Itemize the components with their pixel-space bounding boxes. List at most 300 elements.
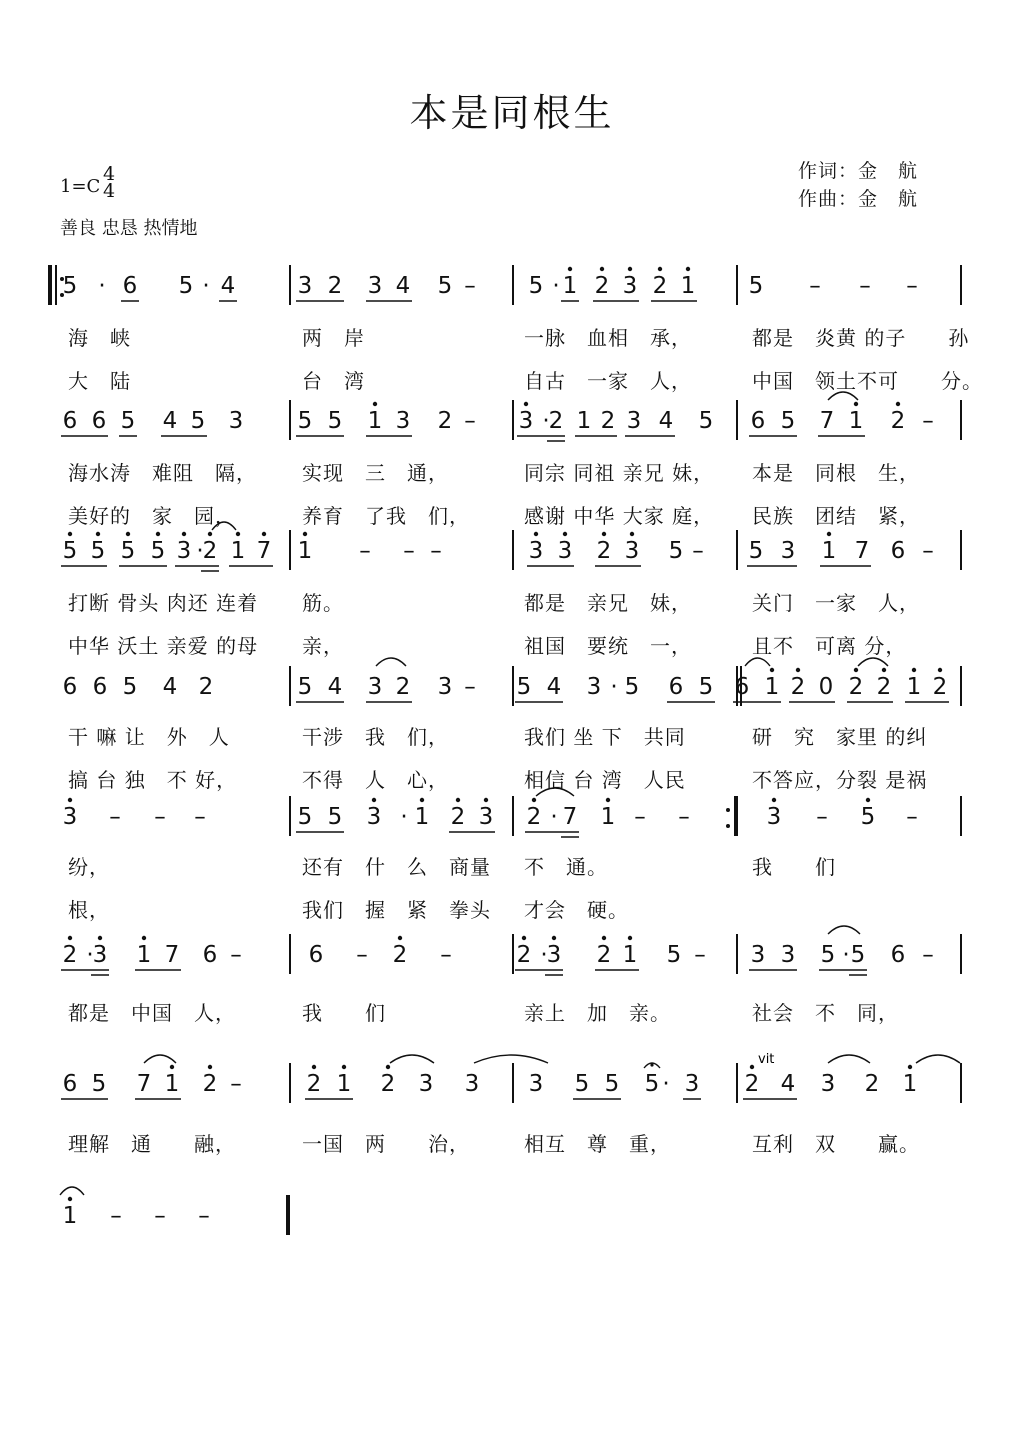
lyric-segment: 亲上 加 亲。 [524,1001,671,1025]
high-octave-dot [68,798,72,802]
jianpu-note: 5 [516,674,532,700]
jianpu-note: 3 [528,538,544,564]
jianpu-note: 3 [626,408,642,434]
jianpu-note: 5 [62,538,78,564]
jianpu-note: 6 [92,674,108,700]
key-signature: 1=C [60,176,101,197]
high-octave-dot [938,668,942,672]
high-octave-dot [126,532,130,536]
jianpu-note: 5 [644,1071,660,1097]
barline [960,666,962,706]
jianpu-note: 3 [395,408,411,434]
barline [960,265,962,305]
jianpu-note: 3 [780,538,796,564]
jianpu-note: 2 [198,674,214,700]
high-octave-dot [628,936,632,940]
lyric-segment: 互利 双 赢。 [752,1132,920,1156]
augmentation-dot: · [98,273,106,299]
jianpu-note: 3 [528,1071,544,1097]
lyric-segment: 理解 通 融， [68,1132,236,1156]
slur [828,926,860,934]
high-octave-dot [386,1065,390,1069]
lyric-segment: 本是 同根 生， [752,461,920,485]
jianpu-note: 3 [478,804,494,830]
barline [289,265,291,305]
jianpu-note: 5 [297,674,313,700]
high-octave-dot [658,267,662,271]
jianpu-note: 4 [220,273,236,299]
augmentation-dot: · [86,942,94,968]
dash-extension: – [692,538,704,564]
lyric-segment: 相信 台 湾 人民 [524,768,686,792]
lyric-segment: 一国 两 治， [302,1132,470,1156]
lyric-segment: 根， [68,898,110,922]
dash-extension: – [922,538,934,564]
jianpu-note: 1 [136,942,152,968]
jianpu-note: 5 [62,273,78,299]
jianpu-note: 5 [120,408,136,434]
high-octave-dot [532,798,536,802]
dash-extension: – [922,408,934,434]
dash-extension: – [922,942,934,968]
barline [736,934,738,974]
jianpu-note: 3 [780,942,796,968]
high-octave-dot [156,532,160,536]
jianpu-note: 4 [162,674,178,700]
jianpu-note: 3 [62,804,78,830]
dash-extension: – [403,538,415,564]
jianpu-note: 4 [395,273,411,299]
jianpu-note: 3 [176,538,192,564]
barline [289,934,291,974]
high-octave-dot [456,798,460,802]
high-octave-dot [372,798,376,802]
lyric-segment: 美好的 家 园， [68,504,236,528]
high-octave-dot [96,532,100,536]
lyric-segment: 我 们 [302,1001,386,1025]
high-octave-dot [522,936,526,940]
dash-extension: – [154,804,166,830]
jianpu-note: 5 [327,408,343,434]
composer-credit: 作曲：金 航 [798,188,919,210]
jianpu-note: 2 [526,804,542,830]
jianpu-note: 0 [818,674,834,700]
jianpu-note: 3 [92,942,108,968]
jianpu-note: 7 [562,804,578,830]
jianpu-note: 4 [780,1071,796,1097]
dash-extension: – [906,804,918,830]
augmentation-dot: · [550,804,558,830]
jianpu-note: 1 [297,538,313,564]
dash-extension: – [816,804,828,830]
dash-extension: – [230,942,242,968]
lyric-segment: 海 峡 [68,326,131,350]
tempo-marking: 善良 忠恳 热情地 [60,218,198,239]
barline [512,796,514,836]
jianpu-note: 3 [518,408,534,434]
jianpu-note: 5 [150,538,166,564]
high-octave-dot [912,668,916,672]
jianpu-note: 2 [596,942,612,968]
high-octave-dot [208,1065,212,1069]
dash-extension: – [154,1203,166,1229]
jianpu-note: 6 [668,674,684,700]
jianpu-note: 6 [890,942,906,968]
jianpu-note: 2 [864,1071,880,1097]
dash-extension: – [359,538,371,564]
jianpu-note: 3 [622,273,638,299]
augmentation-dot: · [610,674,618,700]
high-octave-dot [398,936,402,940]
barline [736,1063,738,1103]
jianpu-note: 5 [297,804,313,830]
lyric-segment: 我们 握 紧 拳头 [302,898,491,922]
high-octave-dot [568,267,572,271]
slur [858,658,888,666]
lyric-segment: 一脉 血相 承， [524,326,692,350]
barline [736,530,738,570]
high-octave-dot [534,532,538,536]
slur [60,1187,84,1195]
high-octave-dot [98,936,102,940]
high-octave-dot [866,798,870,802]
lyric-segment: 中华 沃土 亲爱 的母 [68,634,259,658]
barline [289,400,291,440]
lyric-segment: 社会 不 同， [752,1001,899,1025]
jianpu-note: 2 [790,674,806,700]
high-octave-dot [170,1065,174,1069]
lyric-segment: 搞 台 独 不 好， [68,768,238,792]
jianpu-note: 1 [562,273,578,299]
barline [289,796,291,836]
dash-extension: – [230,1071,242,1097]
slur [390,1055,434,1063]
dash-extension: – [694,942,706,968]
repeat-dot [726,808,730,812]
jianpu-note: 3 [366,804,382,830]
jianpu-note: 2 [932,674,948,700]
high-octave-dot [882,668,886,672]
barline [289,530,291,570]
dash-extension: – [109,804,121,830]
dash-extension: – [198,1203,210,1229]
slur [828,1055,870,1063]
jianpu-note: 1 [902,1071,918,1097]
jianpu-note: 5 [748,273,764,299]
barline [736,400,738,440]
jianpu-note: 5 [190,408,206,434]
jianpu-note: 5 [122,674,138,700]
lyric-segment: 都是 中国 人， [68,1001,236,1025]
barline [289,666,291,706]
fermata-dot [650,1063,653,1066]
lyric-segment: 自古 一家 人， [524,369,692,393]
jianpu-note: 5 [178,273,194,299]
dash-extension: – [440,942,452,968]
high-octave-dot [68,532,72,536]
jianpu-note: 7 [136,1071,152,1097]
augmentation-dot: · [542,408,550,434]
augmentation-dot: · [400,804,408,830]
high-octave-dot [182,532,186,536]
jianpu-note: 1 [764,674,780,700]
lyric-segment: 纷， [68,855,110,879]
jianpu-note: 5 [698,674,714,700]
high-octave-dot [600,267,604,271]
dash-extension: – [859,273,871,299]
jianpu-note: 2 [890,408,906,434]
time-signature: 4 4 [102,163,116,202]
lyric-segment: 筋。 [302,591,344,615]
lyric-segment: 还有 什 么 商量 [302,855,491,879]
lyric-segment: 且不 可离 分， [752,634,907,658]
fermata [644,1063,660,1068]
jianpu-note: 1 [848,408,864,434]
high-octave-dot [602,532,606,536]
jianpu-note: 2 [306,1071,322,1097]
high-octave-dot [524,402,528,406]
jianpu-note: 2 [744,1071,760,1097]
jianpu-note: 1 [600,804,616,830]
dash-extension: – [464,408,476,434]
jianpu-note: 2 [548,408,564,434]
jianpu-note: 5 [528,273,544,299]
jianpu-note: 5 [748,538,764,564]
lyric-segment: 大 陆 [68,369,131,393]
augmentation-dot: · [196,538,204,564]
jianpu-note: 2 [327,273,343,299]
dash-extension: – [634,804,646,830]
jianpu-note: 5 [604,1071,620,1097]
high-octave-dot [750,1065,754,1069]
final-barline [286,1195,290,1235]
dash-extension: – [809,273,821,299]
jianpu-note: 2 [652,273,668,299]
augmentation-dot: · [662,1071,670,1097]
repeat-start-barline [48,265,52,305]
high-octave-dot [606,798,610,802]
jianpu-note: 5 [120,538,136,564]
lyricist-credit: 作词：金 航 [798,160,919,182]
barline [960,530,962,570]
jianpu-note: 5 [820,942,836,968]
jianpu-note: 2 [600,408,616,434]
jianpu-note: 5 [780,408,796,434]
jianpu-note: 2 [848,674,864,700]
jianpu-note: 3 [228,408,244,434]
jianpu-note: 5 [666,942,682,968]
lyric-segment: 实现 三 通， [302,461,449,485]
lyric-segment: 不得 人 心， [302,768,449,792]
slur [916,1055,960,1063]
jianpu-note: 2 [450,804,466,830]
high-octave-dot [68,1197,72,1201]
lyric-segment: 打断 骨头 肉还 连着 [68,591,259,615]
jianpu-note: 1 [414,804,430,830]
barline [512,1063,514,1103]
jianpu-note: 3 [750,942,766,968]
jianpu-note: 6 [734,674,750,700]
jianpu-note: 5 [668,538,684,564]
jianpu-note: 2 [395,674,411,700]
dash-extension: – [678,804,690,830]
jianpu-note: 6 [202,942,218,968]
dash-extension: – [464,273,476,299]
high-octave-dot [796,668,800,672]
lyric-segment: 都是 亲兄 妹， [524,591,692,615]
high-octave-dot [772,798,776,802]
lyric-segment: 同宗 同祖 亲兄 妹， [524,461,715,485]
jianpu-note: 4 [162,408,178,434]
jianpu-note: 1 [230,538,246,564]
vit-mark: vit [758,1052,775,1067]
jianpu-note: 1 [62,1203,78,1229]
lyric-segment: 都是 炎黄 的子 孙 [752,326,970,350]
jianpu-note: 1 [367,408,383,434]
jianpu-note: 1 [622,942,638,968]
jianpu-note: 2 [202,1071,218,1097]
lyric-segment: 不答应，分裂 是祸 [752,768,928,792]
jianpu-note: 1 [906,674,922,700]
dash-extension: – [110,1203,122,1229]
jianpu-note: 1 [821,538,837,564]
lyric-segment: 祖国 要统 一， [524,634,692,658]
slur [376,658,406,666]
barline [512,400,514,440]
high-octave-dot [342,1065,346,1069]
jianpu-note: 3 [766,804,782,830]
lyric-segment: 台 湾 [302,369,365,393]
jianpu-note: 2 [62,942,78,968]
jianpu-note: 3 [624,538,640,564]
jianpu-note: 3 [367,674,383,700]
augmentation-dot: · [552,273,560,299]
augmentation-dot: · [202,273,210,299]
jianpu-note: 3 [546,942,562,968]
lyric-segment: 干涉 我 们， [302,725,449,749]
jianpu-note: 5 [860,804,876,830]
lyric-segment: 我 们 [752,855,836,879]
jianpu-note: 4 [658,408,674,434]
barline [960,1063,962,1103]
jianpu-note: 6 [750,408,766,434]
jianpu-note: 7 [819,408,835,434]
jianpu-note: 4 [546,674,562,700]
lyric-segment: 才会 硬。 [524,898,629,922]
high-octave-dot [484,798,488,802]
jianpu-note: 5 [624,674,640,700]
dash-extension: – [194,804,206,830]
jianpu-note: 3 [557,538,573,564]
jianpu-note: 5 [437,273,453,299]
high-octave-dot [854,668,858,672]
jianpu-note: 7 [164,942,180,968]
barline [736,265,738,305]
lyric-segment: 相互 尊 重， [524,1132,671,1156]
dash-extension: – [464,674,476,700]
barline [734,796,738,836]
jianpu-note: 4 [327,674,343,700]
jianpu-note: 2 [202,538,218,564]
high-octave-dot [208,532,212,536]
lyric-segment: 研 究 家里 的纠 [752,725,928,749]
lyric-segment: 关门 一家 人， [752,591,920,615]
jianpu-note: 6 [62,1071,78,1097]
jianpu-note: 5 [297,408,313,434]
jianpu-note: 5 [574,1071,590,1097]
barline [960,796,962,836]
lyric-segment: 养育 了我 们， [302,504,470,528]
barline [960,934,962,974]
jianpu-note: 1 [336,1071,352,1097]
slur [745,658,770,666]
jianpu-note: 3 [418,1071,434,1097]
high-octave-dot [908,1065,912,1069]
augmentation-dot: · [540,942,548,968]
high-octave-dot [686,267,690,271]
dash-extension: – [356,942,368,968]
barline [512,530,514,570]
jianpu-note: 2 [594,273,610,299]
jianpu-note: 3 [367,273,383,299]
high-octave-dot [68,936,72,940]
high-octave-dot [563,532,567,536]
jianpu-note: 6 [62,674,78,700]
jianpu-note: 6 [91,408,107,434]
augmentation-dot: · [842,942,850,968]
high-octave-dot [373,402,377,406]
high-octave-dot [770,668,774,672]
jianpu-note: 2 [437,408,453,434]
dash-extension: – [906,273,918,299]
jianpu-note: 2 [876,674,892,700]
lyric-segment: 亲， [302,634,344,658]
lyric-segment: 我们 坐 下 共同 [524,725,686,749]
jianpu-note: 6 [308,942,324,968]
barline [289,1063,291,1103]
high-octave-dot [552,936,556,940]
jianpu-note: 3 [437,674,453,700]
high-octave-dot [602,936,606,940]
jianpu-note: 2 [516,942,532,968]
jianpu-note: 5 [327,804,343,830]
high-octave-dot [142,936,146,940]
lyric-segment: 海水涛 难阻 隔， [68,461,257,485]
jianpu-note: 7 [256,538,272,564]
lyric-segment: 干 嘛 让 外 人 [68,725,230,749]
high-octave-dot [312,1065,316,1069]
high-octave-dot [854,402,858,406]
high-octave-dot [262,532,266,536]
lyric-segment: 不 通。 [524,855,608,879]
barline [960,400,962,440]
jianpu-note: 5 [90,538,106,564]
dash-extension: – [430,538,442,564]
jianpu-note: 3 [586,674,602,700]
jianpu-note: 3 [297,273,313,299]
lyric-segment: 感谢 中华 大家 庭， [524,504,715,528]
jianpu-note: 6 [122,273,138,299]
jianpu-note: 7 [854,538,870,564]
jianpu-note: 3 [464,1071,480,1097]
jianpu-note: 1 [680,273,696,299]
jianpu-note: 2 [596,538,612,564]
jianpu-note: 3 [684,1071,700,1097]
high-octave-dot [303,532,307,536]
jianpu-note: 6 [890,538,906,564]
jianpu-note: 3 [820,1071,836,1097]
lyric-segment: 民族 团结 紧， [752,504,920,528]
